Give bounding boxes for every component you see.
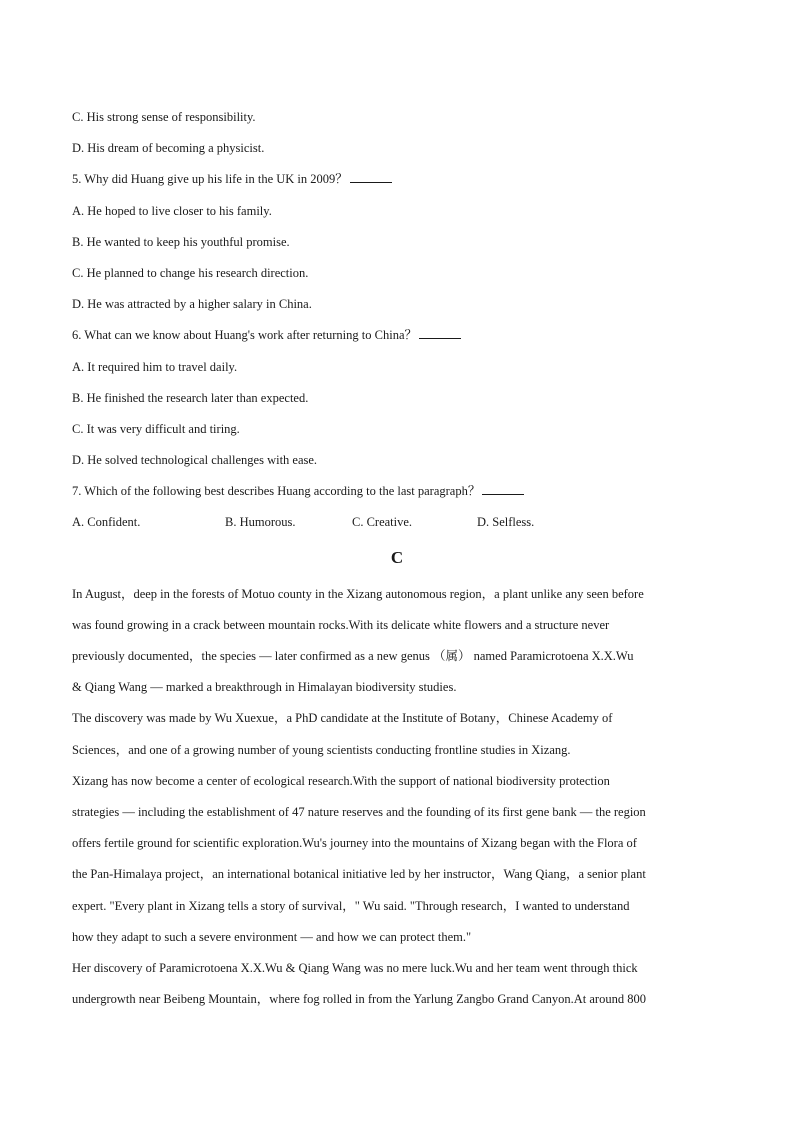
q5-stem-text: 5. Why did Huang give up his life in the UK in 2009？ xyxy=(72,172,348,187)
q6-option-d: D. He solved technological challenges with ease. xyxy=(72,453,318,468)
passage-line: how they adapt to such a severe environment — and how we can protect them." xyxy=(72,929,472,944)
document-page xyxy=(72,102,722,1015)
passage-line: offers fertile ground for scientific exploration.Wu's journey into the mountains of Xizang began with the Flora of xyxy=(72,836,637,851)
passage-line: Sciences，and one of a growing number of young scientists conducting frontline studies in Xizang. xyxy=(72,742,571,757)
q5-option-d: D. He was attracted by a higher salary in China. xyxy=(72,297,312,312)
answer-blank[interactable] xyxy=(419,326,461,339)
passage-line: & Qiang Wang — marked a breakthrough in Himalayan biodiversity studies. xyxy=(72,680,457,695)
passage-line: previously documented，the species — later confirmed as a new genus （属） named Paramicrotoena X.X.Wu xyxy=(72,649,634,663)
passage-paragraph-4 xyxy=(72,953,722,1015)
q7-stem-text: 7. Which of the following best describes Huang according to the last paragraph？ xyxy=(72,484,481,499)
passage-line: expert. "Every plant in Xizang tells a story of survival，" Wu said. "Through research，I wanted to understand xyxy=(72,898,630,913)
passage-paragraph-1 xyxy=(72,579,722,704)
q7-stem xyxy=(72,476,722,507)
q7-option-a: A. Confident. xyxy=(72,515,141,530)
q5-stem xyxy=(72,164,722,195)
passage-line: the Pan-Himalaya project，an international botanical initiative led by her instructor，Wang Qiang，a senior plant xyxy=(72,867,646,882)
q7-options xyxy=(72,507,722,538)
q6-option-c: C. It was very difficult and tiring. xyxy=(72,421,240,436)
passage-paragraph-3 xyxy=(72,766,722,953)
q5-option-c: C. He planned to change his research direction. xyxy=(72,265,309,280)
q7-option-c: C. Creative. xyxy=(352,515,413,530)
q4-option-d: D. His dream of becoming a physicist. xyxy=(72,141,265,156)
section-heading: C xyxy=(390,547,404,567)
q5-option-b: B. He wanted to keep his youthful promise. xyxy=(72,234,290,249)
passage-line: The discovery was made by Wu Xuexue，a PhD candidate at the Institute of Botany，Chinese Academy of xyxy=(72,711,613,726)
q5-option-a: A. He hoped to live closer to his family. xyxy=(72,203,272,218)
passage-line: Her discovery of Paramicrotoena X.X.Wu & Qiang Wang was no mere luck.Wu and her team went through thick xyxy=(72,960,638,975)
passage-line: strategies — including the establishment of 47 nature reserves and the founding of its first gene bank — the region xyxy=(72,804,646,819)
passage-line: In August，deep in the forests of Motuo county in the Xizang autonomous region，a plant unlike any seen before xyxy=(72,586,644,601)
q4-option-c: C. His strong sense of responsibility. xyxy=(72,110,256,124)
answer-blank[interactable] xyxy=(350,170,392,183)
passage-line: Xizang has now become a center of ecological research.With the support of national biodiversity protection xyxy=(72,773,610,788)
passage-paragraph-2 xyxy=(72,703,722,765)
q6-option-a: A. It required him to travel daily. xyxy=(72,359,238,374)
q7-option-b: B. Humorous. xyxy=(225,515,296,530)
passage-line: undergrowth near Beibeng Mountain，where fog rolled in from the Yarlung Zangbo Grand Canyon.At around 800 xyxy=(72,992,646,1007)
q6-stem xyxy=(72,320,722,351)
answer-blank[interactable] xyxy=(482,482,524,495)
q6-stem-text: 6. What can we know about Huang's work after returning to China？ xyxy=(72,328,417,343)
q6-option-b: B. He finished the research later than expected. xyxy=(72,390,309,405)
q7-option-d: D. Selfless. xyxy=(477,515,535,530)
passage-line: was found growing in a crack between mountain rocks.With its delicate white flowers and a structure never xyxy=(72,617,610,632)
